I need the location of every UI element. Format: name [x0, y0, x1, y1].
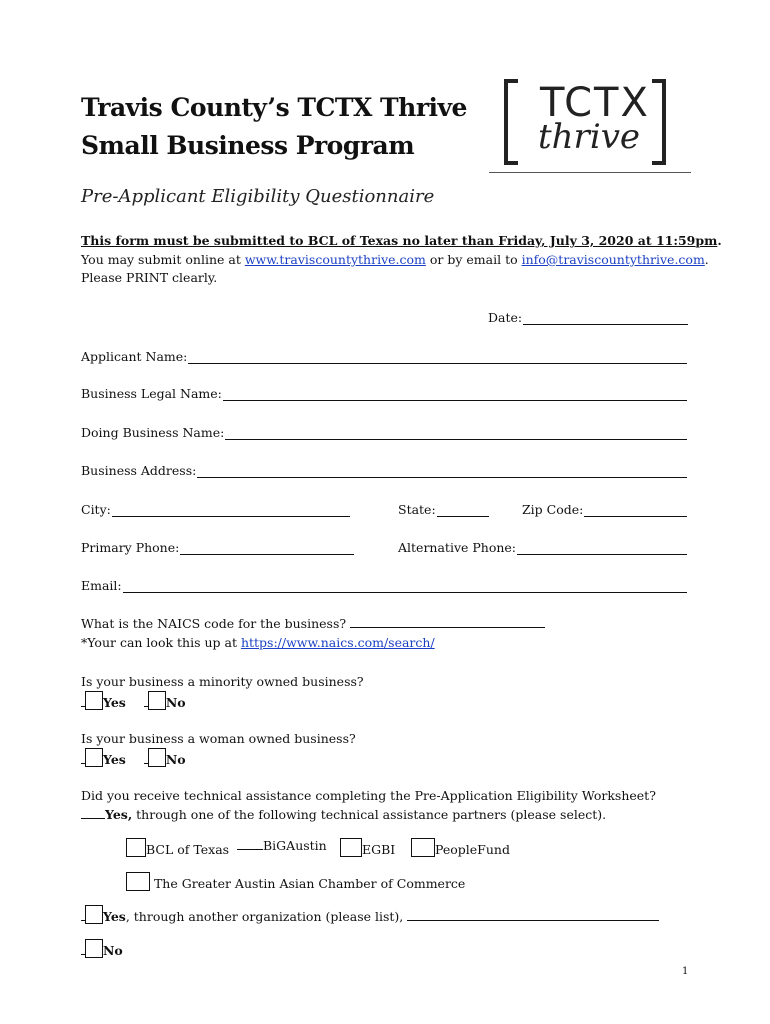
logo-left-bracket — [504, 79, 518, 165]
doing-business-name-label: Doing Business Name: — [81, 425, 225, 440]
doing-business-name-field[interactable] — [81, 425, 687, 440]
alternative-phone-line[interactable] — [517, 544, 687, 555]
assistance-no-checkbox[interactable] — [85, 939, 103, 958]
submit-instructions: You may submit online at www.traviscountythrive.com or by email to info@traviscountythrive.com. — [81, 252, 709, 267]
email-link[interactable]: info@traviscountythrive.com — [521, 252, 705, 267]
applicant-name-label: Applicant Name: — [81, 349, 188, 364]
doing-business-name-line[interactable] — [225, 429, 687, 440]
partner-egbi-label: EGBI — [362, 842, 396, 857]
naics-link[interactable]: https://www.naics.com/search/ — [240, 635, 435, 650]
logo-tctx-text: TCTX — [540, 80, 650, 126]
form-subtitle: Pre-Applicant Eligibility Questionnaire — [81, 186, 435, 207]
header-divider — [489, 172, 691, 173]
assistance-yes-other: Yes, through another organization (please list), — [81, 905, 659, 924]
assistance-yes-partners: Yes, through one of the following technical assistance partners (please select). — [81, 807, 606, 822]
assistance-yes-partners-line[interactable] — [81, 818, 105, 819]
partner-bigaustin — [237, 838, 327, 853]
other-organization-line[interactable] — [407, 920, 659, 921]
state-field[interactable] — [398, 502, 489, 517]
partner-peoplefund-checkbox[interactable] — [411, 838, 435, 857]
email-field[interactable] — [81, 578, 687, 593]
woman-yes-label: Yes — [103, 752, 126, 767]
zip-field[interactable] — [522, 502, 687, 517]
partner-peoplefund — [411, 838, 510, 857]
applicant-name-field[interactable] — [81, 349, 687, 364]
assistance-no-label: No — [103, 943, 123, 958]
naics-code-line[interactable] — [350, 627, 545, 628]
partner-asian-chamber-label: The Greater Austin Asian Chamber of Commerce — [150, 876, 466, 891]
primary-phone-line[interactable] — [180, 544, 354, 555]
city-field[interactable] — [81, 502, 350, 517]
naics-question: What is the NAICS code for the business? — [81, 616, 545, 631]
logo-right-bracket — [652, 79, 666, 165]
assistance-yes-other-checkbox[interactable] — [85, 905, 103, 924]
minority-no-checkbox[interactable] — [148, 691, 166, 710]
minority-yes-label: Yes — [103, 695, 126, 710]
city-label: City: — [81, 502, 111, 517]
woman-question: Is your business a woman owned business? — [81, 731, 356, 746]
woman-yes-checkbox[interactable] — [85, 748, 103, 767]
partner-egbi-checkbox[interactable] — [340, 838, 362, 857]
partner-bcl-label: BCL of Texas — [146, 842, 230, 857]
date-label: Date: — [488, 310, 523, 325]
deadline-notice: This form must be submitted to BCL of Texas no later than Friday, July 3, 2020 at 11:59pm. — [81, 233, 722, 248]
deadline-text: This form must be submitted to BCL of Texas no later than Friday, July 3, 2020 at 11:59pm — [81, 233, 718, 248]
primary-phone-label: Primary Phone: — [81, 540, 180, 555]
partner-bigaustin-line[interactable] — [237, 849, 263, 850]
primary-phone-field[interactable] — [81, 540, 354, 555]
website-link[interactable]: www.traviscountythrive.com — [244, 252, 426, 267]
business-legal-name-field[interactable] — [81, 386, 687, 401]
minority-options — [81, 691, 186, 710]
partner-asian-chamber — [126, 872, 465, 891]
email-label: Email: — [81, 578, 122, 593]
minority-question: Is your business a minority owned business? — [81, 674, 364, 689]
assistance-yes-partners-label: Yes, — [105, 807, 133, 822]
business-address-label: Business Address: — [81, 463, 197, 478]
page-title-line2: Small Business Program — [81, 131, 415, 160]
partner-egbi — [340, 838, 395, 857]
business-legal-name-line[interactable] — [223, 390, 687, 401]
assistance-yes-other-label: Yes — [103, 909, 126, 924]
woman-options — [81, 748, 186, 767]
business-legal-name-label: Business Legal Name: — [81, 386, 222, 401]
page-number: 1 — [682, 966, 689, 977]
minority-yes-checkbox[interactable] — [85, 691, 103, 710]
business-address-line[interactable] — [197, 467, 687, 478]
date-line[interactable] — [523, 314, 688, 325]
applicant-name-line[interactable] — [188, 353, 687, 364]
assistance-no — [81, 939, 123, 958]
woman-no-label: No — [165, 752, 186, 767]
zip-label: Zip Code: — [522, 502, 584, 517]
assistance-question: Did you receive technical assistance completing the Pre-Application Eligibility Worksheet? — [81, 788, 656, 803]
partner-peoplefund-label: PeopleFund — [435, 842, 510, 857]
page-title-line1: Travis County’s TCTX Thrive — [81, 93, 467, 122]
logo-thrive-text: thrive — [538, 117, 641, 157]
alternative-phone-field[interactable] — [398, 540, 687, 555]
woman-no-checkbox[interactable] — [148, 748, 166, 767]
minority-no-label: No — [165, 695, 186, 710]
partner-bcl — [126, 838, 229, 857]
city-line[interactable] — [112, 506, 350, 517]
partner-bigaustin-label: BiGAustin — [263, 838, 327, 853]
date-field[interactable] — [488, 310, 688, 325]
zip-line[interactable] — [584, 506, 687, 517]
alternative-phone-label: Alternative Phone: — [398, 540, 517, 555]
state-label: State: — [398, 502, 436, 517]
business-address-field[interactable] — [81, 463, 687, 478]
partner-bcl-checkbox[interactable] — [126, 838, 146, 857]
state-line[interactable] — [437, 506, 489, 517]
naics-hint: *Your can look this up at https://www.naics.com/search/ — [81, 635, 435, 650]
partner-asian-chamber-checkbox[interactable] — [126, 872, 150, 891]
email-line[interactable] — [123, 582, 687, 593]
print-note: Please PRINT clearly. — [81, 270, 218, 285]
